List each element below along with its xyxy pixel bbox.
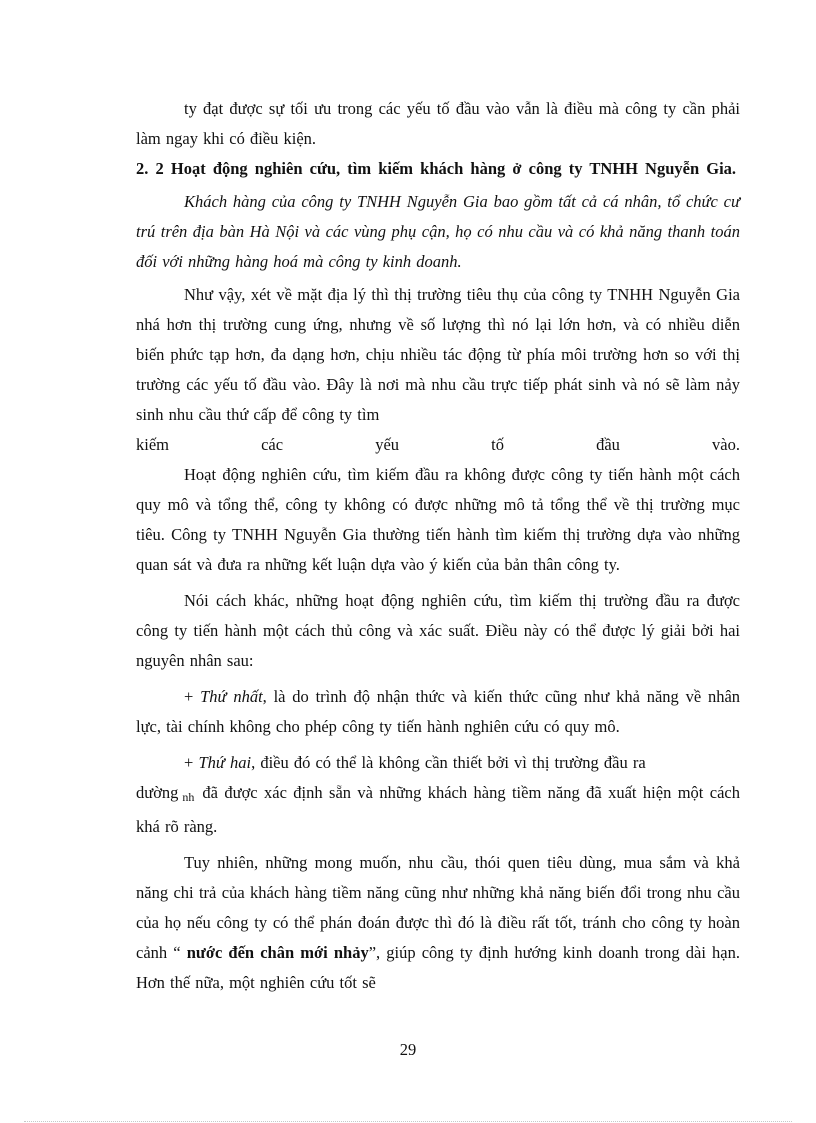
paragraph-reason-first: + Thứ nhất, là do trình độ nhận thức và kiến thức cũng như khả năng về nhân lực, tài chính không cho phép công ty tiến hành nghiên cứu có quy mô.	[136, 687, 741, 736]
paragraph-however: Tuy nhiên, những mong muốn, nhu cầu, thói quen tiêu dùng, mua sắm và khả năng chi trả của khách hàng tiềm năng cũng như những khả năng biến đổi trong nhu cầu của họ nếu công ty có thể phán đoán được thì đó là điều rất tốt, tránh cho công ty hoàn cảnh “ nước đến chân mới nhảy”, giúp công ty định hướng kinh doanh trong dài hạn. Hơn thế nữa, một nghiên cứu tốt sẽ	[136, 853, 740, 992]
document-body	[136, 94, 740, 998]
idiom-bold: nước đến chân mới nhảy	[186, 943, 369, 962]
reason-first-label: Thứ nhất	[200, 687, 263, 706]
paragraph-other-words: Nói cách khác, những hoạt động nghiên cứu, tìm kiếm thị trường đầu ra được công ty tiến hành một cách thủ công và xác suất. Điều này có thể được lý giải bởi hai nguyên nhân sau:	[136, 591, 740, 670]
section-heading: 2. 2 Hoạt động nghiên cứu, tìm kiếm khách hàng ở công ty TNHH Nguyễn Gia.	[136, 159, 737, 178]
paragraph-research-activity: Hoạt động nghiên cứu, tìm kiếm đầu ra không được công ty tiến hành một cách quy mô và tổng thể, công ty không có được những mô tả tổng thể về thị trường mục tiêu. Công ty TNHH Nguyễn Gia thường tiến hành tìm kiếm thị trường dựa vào những quan sát và đưa ra những kết luận dựa vào ý kiến của bản thân công ty.	[136, 465, 740, 574]
paragraph-continuation: ty đạt được sự tối ưu trong các yếu tố đầu vào vẫn là điều mà công ty cần phải làm ngay khi có điều kiện.	[136, 99, 740, 148]
page-bottom-dotted-line	[24, 1121, 792, 1122]
reason-second-label: Thứ hai	[198, 753, 252, 772]
paragraph-reason-second: + Thứ hai, điều đó có thể là không cần thiết bởi vì thị trường đầu ra dường $_{nh}$ đã được xác định sẵn và những khách hàng tiềm năng đã xuất hiện một cách khá rõ ràng.	[136, 753, 740, 836]
paragraph-customer-definition: Khách hàng của công ty TNHH Nguyễn Gia bao gồm tất cả cá nhân, tổ chức cư trú trên địa bàn Hà Nội và các vùng phụ cận, họ có nhu cầu và có khả năng thanh toán đối với những hàng hoá mà công ty kinh doanh.	[136, 192, 740, 271]
paragraph-market-geography: Như vậy, xét về mặt địa lý thì thị trường tiêu thụ của công ty TNHH Nguyễn Gia nhá hơn thị trường cung ứng, nhưng về số lượng thì nó lại lớn hơn, và có nhiều diễn biến phức tạp hơn, đa dạng hơn, chịu nhiều tác động từ phía môi trường hơn so với thị trường các yếu tố đầu vào. Đây là nơi mà nhu cầu trực tiếp phát sinh và nó sẽ làm nảy sinh nhu cầu thứ cấp để công ty tìm	[136, 285, 740, 424]
stray-subscript-text: nh	[182, 790, 195, 804]
paragraph-market-geography-last-line: kiếm các yếu tố đầu vào.	[136, 435, 740, 454]
page-number: 29	[399, 1040, 417, 1059]
